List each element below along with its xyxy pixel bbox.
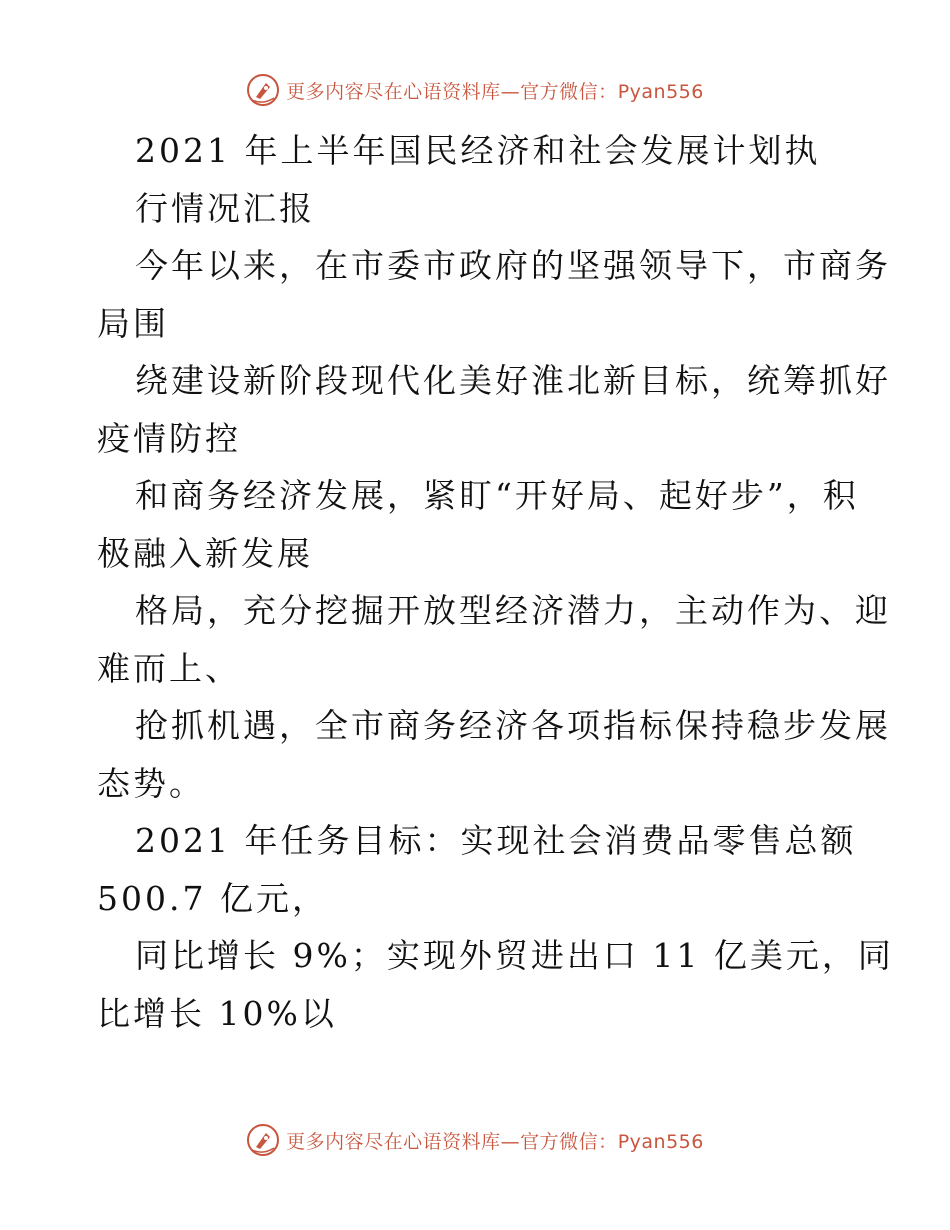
pen-nib-logo-icon	[246, 1123, 280, 1157]
body-line: 极融入新发展	[97, 533, 313, 573]
body-line: 态势。	[97, 763, 205, 803]
watermark-text	[286, 77, 704, 104]
watermark-main: 更多内容尽在心语资料库	[286, 80, 501, 103]
watermark-handle: Pyan556	[617, 1130, 704, 1153]
body-line: 500.7 亿元，	[97, 878, 328, 918]
header-watermark	[0, 70, 950, 110]
watermark-text	[286, 1127, 704, 1154]
watermark-handle: Pyan556	[617, 80, 704, 103]
document-body	[97, 122, 894, 1042]
body-line: 2021 年任务目标：实现社会消费品零售总额	[135, 821, 857, 860]
body-line: 难而上、	[97, 648, 241, 688]
body-line: 今年以来，在市委市政府的坚强领导下，市商务	[135, 246, 891, 285]
watermark-separator: —官方微信：	[500, 80, 618, 103]
body-line: 比增长 10%以	[97, 993, 337, 1033]
body-line: 行情况汇报	[135, 188, 315, 228]
body-line: 抢抓机遇，全市商务经济各项指标保持稳步发展	[135, 706, 891, 745]
body-line: 和商务经济发展，紧盯“开好局、起好步”，积	[135, 476, 859, 515]
footer-watermark	[0, 1120, 950, 1160]
body-line: 局围	[97, 303, 169, 343]
watermark-main: 更多内容尽在心语资料库	[286, 1130, 501, 1153]
body-line: 疫情防控	[97, 418, 241, 458]
body-line: 2021 年上半年国民经济和社会发展计划执	[135, 131, 821, 170]
body-line: 格局，充分挖掘开放型经济潜力，主动作为、迎	[135, 591, 891, 630]
body-line: 绕建设新阶段现代化美好淮北新目标，统筹抓好	[135, 361, 891, 400]
pen-nib-logo-icon	[246, 73, 280, 107]
body-line: 同比增长 9%；实现外贸进出口 11 亿美元，同	[135, 936, 894, 975]
watermark-separator: —官方微信：	[500, 1130, 618, 1153]
